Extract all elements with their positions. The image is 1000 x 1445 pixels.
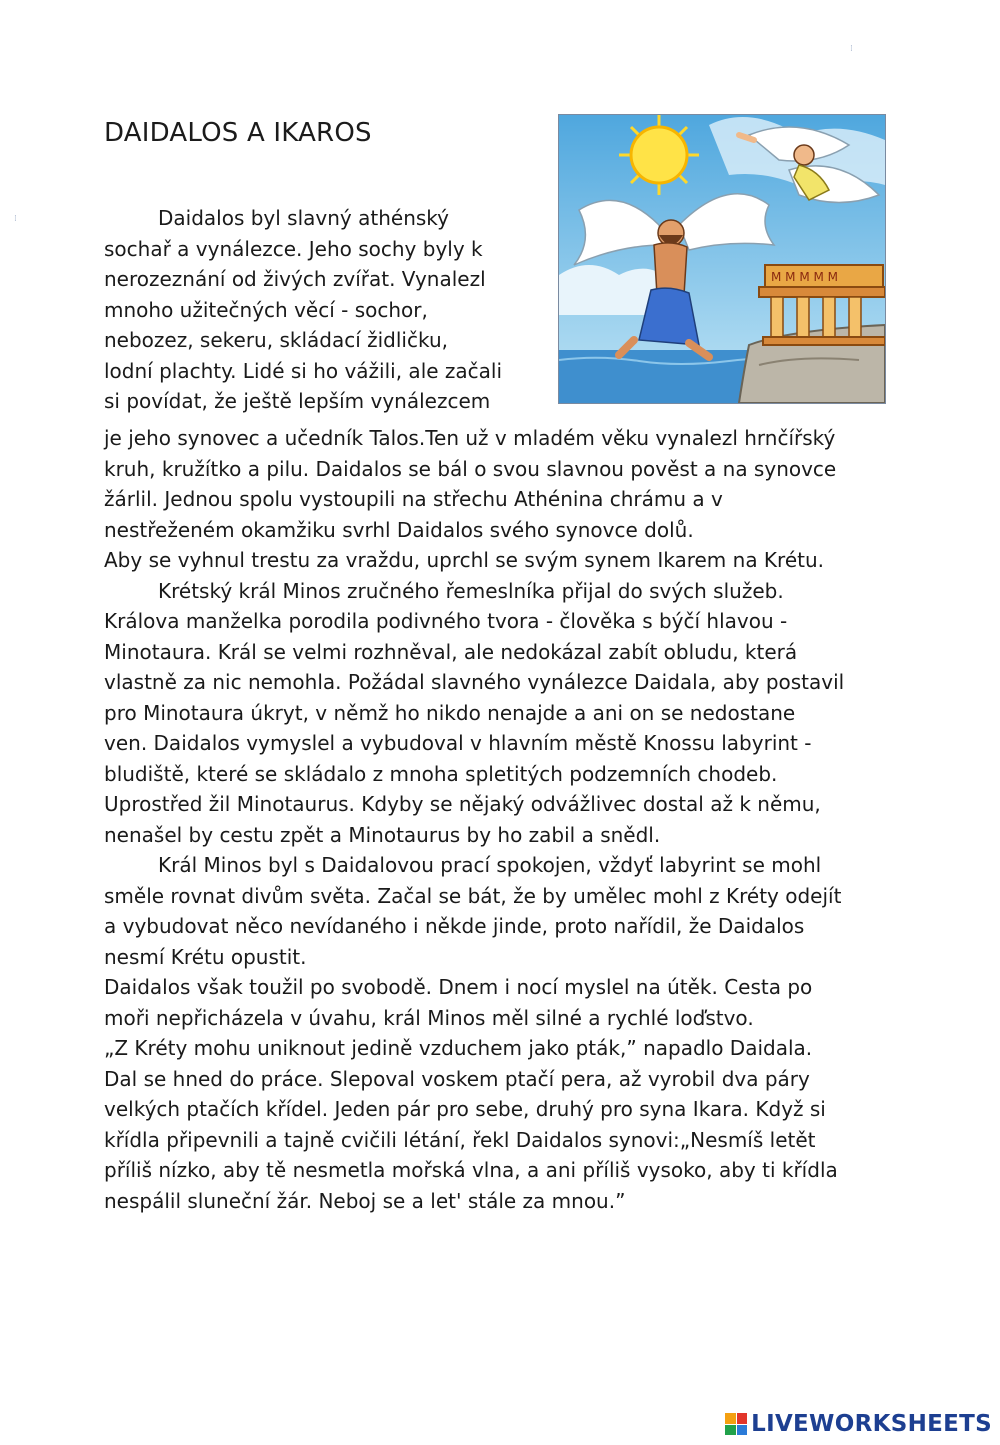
text-line: nenašel by cestu zpět a Minotaurus by ho zabil a snědl. xyxy=(104,822,661,847)
text-line: moři nepřicházela v úvahu, král Minos měl silné a rychlé loďstvo. xyxy=(104,1005,754,1030)
text-line: Král Minos byl s Daidalovou prací spokojen, vždyť labyrint se mohl xyxy=(158,853,822,877)
text-line: nesmí Krétu opustit. xyxy=(104,944,307,969)
text-line: nestřeženém okamžiku svrhl Daidalos svého synovce dolů. xyxy=(104,517,694,542)
text-line: nerozeznání od živých zvířat. Vynalezl xyxy=(104,267,486,291)
text-line: Králova manželka porodila podivného tvora - člověka s býčí hlavou - xyxy=(104,609,788,633)
liveworksheets-logo xyxy=(725,1411,992,1437)
text-line: a vybudovat něco nevídaného i někde jinde, proto nařídil, že Daidalos xyxy=(104,914,805,938)
liveworksheets-logo-icon xyxy=(725,1413,747,1435)
text-line: Minotaura. Král se velmi rozhněval, ale nedokázal zabít obludu, která xyxy=(104,639,798,664)
story-text xyxy=(104,423,904,1216)
text-line: příliš nízko, aby tě nesmetla mořská vlna, a ani příliš vysoko, aby ti křídla xyxy=(104,1158,838,1182)
text-line: Uprostřed žil Minotaurus. Kdyby se nějaký odvážlivec dostal až k němu, xyxy=(104,792,821,816)
text-line: Krétský král Minos zručného řemeslníka přijal do svých služeb. xyxy=(158,578,784,603)
text-line: pro Minotaura úkryt, v němž ho nikdo nenajde a ani on se nedostane xyxy=(104,700,796,725)
text-line: mnoho užitečných věcí - sochor, xyxy=(104,297,428,322)
text-line: sochař a vynálezce. Jeho sochy byly k xyxy=(104,236,483,261)
text-line: vlastně za nic nemohla. Požádal slavného vynálezce Daidala, aby postavil xyxy=(104,670,845,694)
text-line: Aby se vyhnul trestu za vraždu, uprchl se svým synem Ikarem na Krétu. xyxy=(104,548,825,572)
liveworksheets-logo-text: LIVEWORKSHEETS xyxy=(751,1411,992,1437)
text-line: nebozez, sekeru, skládací židličku, xyxy=(104,328,448,352)
scan-speck: ⁞ xyxy=(850,44,853,54)
text-line: lodní plachty. Lidé si ho vážili, ale začali xyxy=(104,358,503,383)
text-line: si povídat, že ještě lepším vynálezcem xyxy=(104,389,491,413)
text-line: bludiště, které se skládalo z mnoha spletitých podzemních chodeb. xyxy=(104,761,778,786)
intro-paragraph xyxy=(104,203,544,417)
text-line: nespálil sluneční žár. Neboj se a let' stále za mnou.” xyxy=(104,1188,626,1213)
text-line: Daidalos však toužil po svobodě. Dnem i nocí myslel na útěk. Cesta po xyxy=(104,975,813,999)
text-line: žárlil. Jednou spolu vystoupili na střechu Athénina chrámu a v xyxy=(104,487,723,511)
daidalos-ikaros-illustration xyxy=(558,114,886,404)
text-line: směle rovnat divům světa. Začal se bát, že by umělec mohl z Kréty odejít xyxy=(104,883,842,908)
text-line: Dal se hned do práce. Slepoval voskem ptačí pera, až vyrobil dva páry xyxy=(104,1066,810,1091)
text-line: „Z Kréty mohu uniknout jedině vzduchem jako pták,” napadlo Daidala. xyxy=(104,1036,813,1060)
scan-speck: ⁞ xyxy=(14,214,17,224)
text-line: ven. Daidalos vymyslel a vybudoval v hlavním městě Knossu labyrint - xyxy=(104,731,812,755)
text-line: je jeho synovec a učedník Talos.Ten už v mladém věku vynalezl hrnčířský xyxy=(104,426,836,450)
text-line: velkých ptačích křídel. Jeden pár pro sebe, druhý pro syna Ikara. Když si xyxy=(104,1097,826,1121)
text-line: křídla připevnili a tajně cvičili létání, řekl Daidalos synovi:„Nesmíš letět xyxy=(104,1127,816,1152)
svg-text:M M M M M: M M M M M xyxy=(771,270,839,284)
text-line: kruh, kružítko a pilu. Daidalos se bál o svou slavnou pověst a na synovce xyxy=(104,456,837,481)
sun-icon xyxy=(619,115,699,195)
document-title: DAIDALOS A IKAROS xyxy=(104,118,372,148)
text-line: Daidalos byl slavný athénský xyxy=(158,206,449,230)
